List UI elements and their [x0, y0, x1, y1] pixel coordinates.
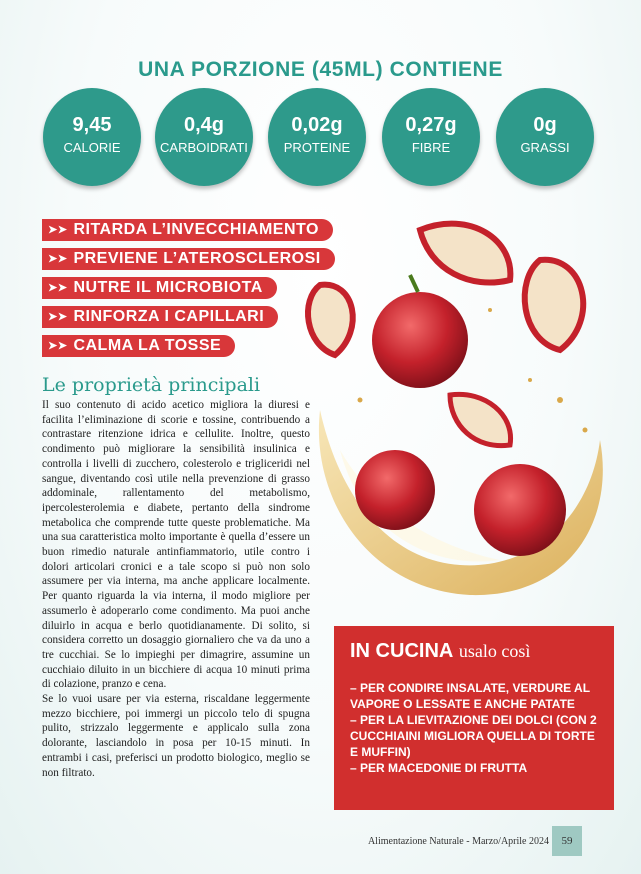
- double-arrow-icon: ➤➤: [48, 224, 68, 236]
- kitchen-item: – PER MACEDONIE DI FRUTTA: [350, 761, 528, 775]
- kitchen-title-rest: usalo così: [458, 641, 531, 661]
- nutrient-value: 0g: [533, 114, 557, 136]
- kitchen-title: [350, 640, 530, 663]
- nutrient-value: 9,45: [72, 114, 112, 136]
- nutrient-carbs: [155, 88, 253, 186]
- nutrient-label: GRASSI: [520, 140, 570, 155]
- paragraph: Il suo contenuto di acido acetico migliora la diuresi e facilita l’eliminazione di scorie e tossine, contribuendo a contrastare ritenzione idrica e cellulite. Inoltre, questo condimento può migliorare la sensibilità insulinica e controlla i livelli di zucchero, colesterolo e trigliceridi nel sangue, diventando così utile nella prevenzione di grasso addominale, rallentamento del metabolismo, ipercolesterolemia e diabete, pertanto della sindrome metabolica che comprende tutte queste problematiche. Ma una sua caratteristica molto importante è quella d’essere un buon rimedio naturale antinfiammatorio, utile contro i dolori articolari cronici e a tale scopo si può non solo assumere per via interna, ma anche applicare localmente. Per quanto riguarda la via interna, il modo migliore per assumerlo è adoperarlo come condimento. Ma puoi anche diluirlo in acqua e berlo quotidianamente. Di solito, si considera corretto un dosaggio giornaliero che va da uno a tre cucchiai. Se lo impieghi per dimagrire, assumine un cucchiaio diluito in un bicchiere di acqua 10 minuti prima di colazione, pranzo e cena.: [42, 399, 310, 691]
- section-title: Le proprietà principali: [42, 374, 261, 396]
- nutrient-label: CALORIE: [63, 140, 121, 155]
- footer: [0, 834, 641, 850]
- benefit-label: CALMA LA TOSSE: [73, 337, 222, 354]
- nutrient-label: CARBOIDRATI: [160, 140, 248, 155]
- double-arrow-icon: ➤➤: [48, 340, 68, 352]
- double-arrow-icon: ➤➤: [48, 311, 68, 323]
- kitchen-box: [334, 626, 614, 810]
- nutrient-label: PROTEINE: [283, 140, 351, 155]
- kitchen-item: – PER CONDIRE INSALATE, VERDURE AL VAPORE O LESSATE E ANCHE PATATE: [350, 681, 590, 711]
- double-arrow-icon: ➤➤: [48, 282, 68, 294]
- benefit-label: NUTRE IL MICROBIOTA: [73, 279, 263, 296]
- nutrient-value: 0,02g: [291, 114, 343, 136]
- nutrient-proteins: [268, 88, 366, 186]
- page-number: 59: [552, 826, 582, 856]
- paragraph: Se lo vuoi usare per via esterna, riscaldane leggermente mezzo bicchiere, poi immergi un piccolo telo di spugna pulito, strizzalo leggermente e applicalo sulla zona dolorante, lasciandolo in posa per 10-15 minuti. In entrambi i casi, preferisci un prodotto biologico, meglio se non filtrato.: [42, 693, 310, 779]
- apple-vinegar-illustration: [300, 200, 620, 620]
- kitchen-item: – PER LA LIEVITAZIONE DEI DOLCI (CON 2 CUCCHIAINI MIGLIORA QUELLA DI TORTE E MUFFIN): [350, 713, 597, 759]
- benefit-item: [42, 277, 277, 299]
- benefit-label: PREVIENE L’ATEROSCLEROSI: [73, 250, 321, 267]
- nutrient-value: 0,4g: [183, 114, 225, 136]
- nutrient-circles: [0, 88, 641, 188]
- benefit-item: [42, 306, 278, 328]
- nutrient-calories: [43, 88, 141, 186]
- nutrient-label: FIBRE: [411, 140, 451, 155]
- nutrient-value: 0,27g: [405, 114, 457, 136]
- benefit-label: RINFORZA I CAPILLARI: [73, 308, 265, 325]
- benefit-label: RITARDA L’INVECCHIAMENTO: [73, 221, 319, 238]
- body-text: [42, 398, 310, 780]
- benefit-item: [42, 335, 235, 357]
- page-header: UNA PORZIONE (45ML) CONTIENE: [138, 58, 503, 81]
- double-arrow-icon: ➤➤: [48, 253, 68, 265]
- kitchen-list: [350, 680, 606, 776]
- benefit-item: [42, 248, 335, 270]
- footer-text: Alimentazione Naturale - Marzo/Aprile 2024: [367, 836, 549, 847]
- nutrient-fiber: [382, 88, 480, 186]
- nutrient-fats: [496, 88, 594, 186]
- kitchen-title-bold: IN CUCINA: [350, 640, 454, 662]
- benefit-item: [42, 219, 333, 241]
